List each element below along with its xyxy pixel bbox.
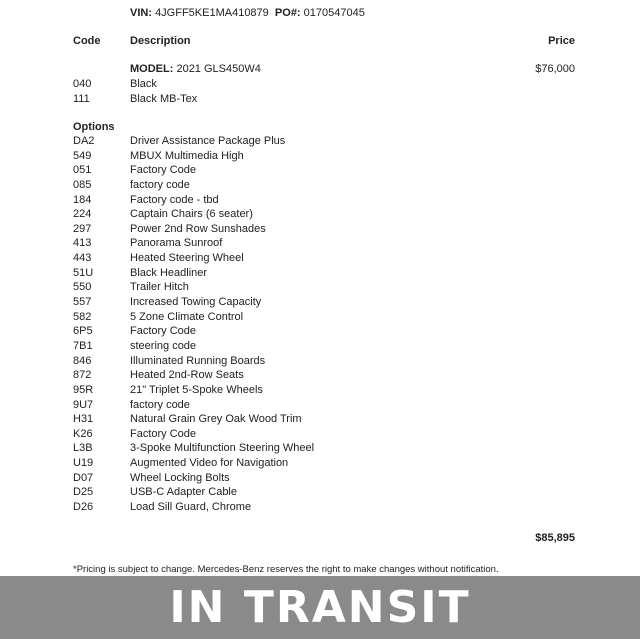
option-code: 51U [73, 266, 94, 279]
option-row [0, 413, 640, 428]
option-row [0, 150, 640, 165]
option-code: D25 [73, 486, 94, 499]
option-row [0, 164, 640, 179]
option-description: factory code [130, 398, 190, 411]
option-description: Wheel Locking Bolts [130, 471, 230, 484]
option-code: 549 [73, 149, 92, 162]
color-description: Black [130, 78, 157, 90]
option-row [0, 355, 640, 370]
option-description: Panorama Sunroof [130, 237, 223, 250]
option-row [0, 340, 640, 355]
options-list [0, 135, 640, 516]
option-description: Augmented Video for Navigation [130, 457, 289, 470]
price-header: Price [548, 35, 575, 47]
model-row [0, 63, 640, 77]
option-row [0, 223, 640, 238]
option-row [0, 457, 640, 472]
option-row [0, 194, 640, 209]
option-row [0, 281, 640, 296]
option-description: steering code [130, 339, 197, 352]
option-row [0, 208, 640, 223]
option-row [0, 179, 640, 194]
option-row [0, 252, 640, 267]
option-description: Captain Chairs (6 seater) [130, 208, 253, 221]
total-price: $85,895 [535, 532, 575, 544]
option-row [0, 311, 640, 326]
model-label: MODEL: [130, 63, 174, 75]
color-code: 111 [73, 93, 90, 105]
option-code: D07 [73, 471, 94, 484]
vin-label: VIN: [130, 7, 152, 19]
option-code: DA2 [73, 135, 95, 147]
option-description: Increased Towing Capacity [130, 296, 262, 309]
vin-value: 4JGFF5KE1MA410879 [155, 7, 269, 19]
option-code: 413 [73, 237, 92, 250]
option-row [0, 135, 640, 150]
option-row [0, 501, 640, 516]
pricing-disclaimer: *Pricing is subject to change. Mercedes-Benz reserves the right to make changes without notification. [73, 564, 499, 575]
option-code: K26 [73, 427, 93, 440]
option-description: Driver Assistance Package Plus [130, 135, 286, 147]
model-value: 2021 GLS450W4 [176, 63, 261, 75]
option-row [0, 237, 640, 252]
color-row [0, 78, 640, 92]
option-description: Load Sill Guard, Chrome [130, 501, 252, 514]
color-description: Black MB-Tex [130, 93, 198, 105]
option-code: 443 [73, 252, 92, 265]
option-row [0, 325, 640, 340]
option-description: Illuminated Running Boards [130, 354, 266, 367]
po-label: PO#: [274, 7, 301, 19]
option-code: 872 [73, 369, 92, 382]
color-row [0, 93, 640, 107]
option-row [0, 384, 640, 399]
option-description: Power 2nd Row Sunshades [130, 222, 266, 235]
option-code: 224 [73, 208, 92, 221]
option-description: Factory Code [130, 325, 197, 338]
color-code: 040 [73, 78, 92, 90]
option-code: 184 [73, 193, 92, 206]
option-row [0, 399, 640, 414]
in-transit-banner [0, 576, 640, 639]
option-code: 95R [73, 383, 94, 396]
option-code: U19 [73, 457, 94, 470]
option-description: Factory Code [130, 164, 197, 177]
option-row [0, 369, 640, 384]
option-code: 9U7 [73, 398, 94, 411]
option-code: 051 [73, 164, 92, 177]
model-description [130, 63, 261, 75]
option-description: Factory code - tbd [130, 193, 219, 206]
option-description: Natural Grain Grey Oak Wood Trim [130, 413, 302, 426]
option-code: 085 [73, 178, 92, 191]
option-code: 846 [73, 354, 92, 367]
code-header: Code [73, 35, 101, 47]
option-row [0, 442, 640, 457]
option-code: 582 [73, 310, 92, 323]
vin-line [130, 7, 365, 19]
option-code: 297 [73, 222, 92, 235]
option-row [0, 267, 640, 282]
option-description: MBUX Multimedia High [130, 149, 244, 162]
option-description: USB-C Adapter Cable [130, 486, 237, 499]
option-row [0, 428, 640, 443]
option-code: H31 [73, 413, 94, 426]
option-description: Factory Code [130, 427, 197, 440]
banner-text: IN TRANSIT [169, 582, 471, 633]
model-price: $76,000 [535, 63, 575, 75]
option-description: 21" Triplet 5-Spoke Wheels [130, 383, 263, 396]
option-description: 5 Zone Climate Control [130, 310, 244, 323]
option-row [0, 296, 640, 311]
option-description: Heated Steering Wheel [130, 252, 244, 265]
option-description: 3-Spoke Multifunction Steering Wheel [130, 442, 315, 455]
option-description: Heated 2nd-Row Seats [130, 369, 244, 382]
option-code: 557 [73, 296, 92, 309]
option-row [0, 486, 640, 501]
option-code: 550 [73, 281, 92, 294]
po-value: 0170547045 [303, 7, 365, 19]
description-header: Description [130, 35, 191, 47]
option-row [0, 472, 640, 487]
option-code: D26 [73, 501, 94, 514]
option-description: factory code [130, 178, 190, 191]
option-description: Trailer Hitch [130, 281, 189, 294]
option-description: Black Headliner [130, 266, 208, 279]
options-title: Options [73, 121, 115, 133]
option-code: 6P5 [73, 325, 93, 338]
option-code: 7B1 [73, 339, 93, 352]
option-code: L3B [73, 442, 93, 455]
